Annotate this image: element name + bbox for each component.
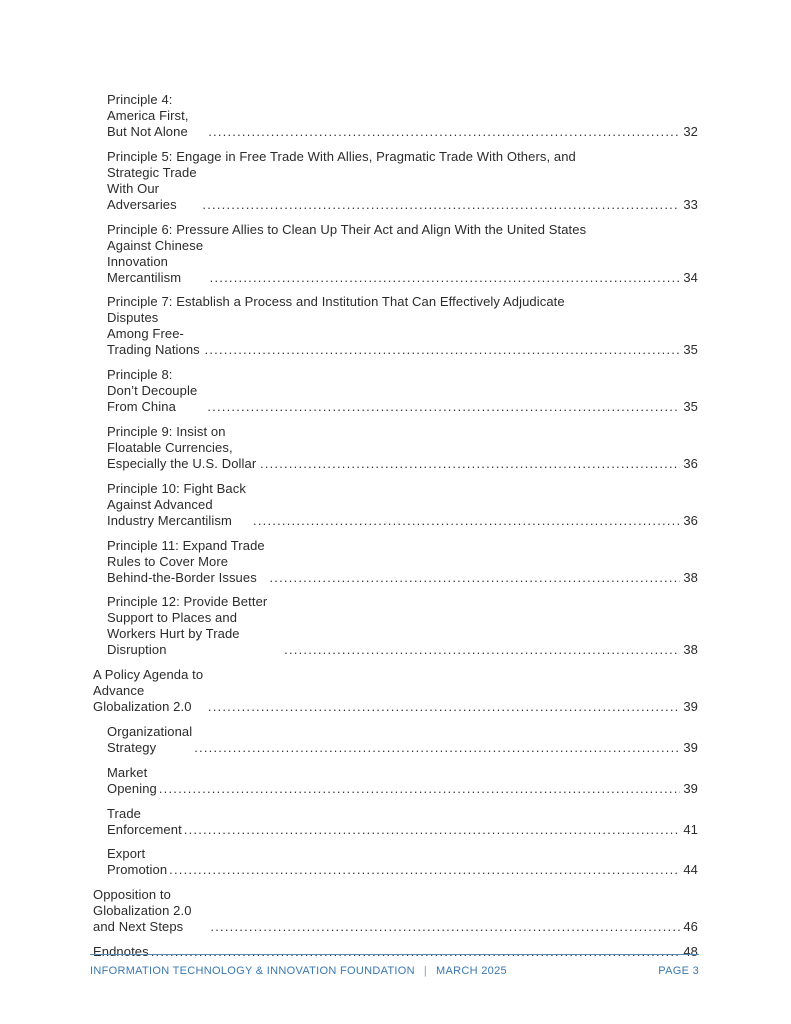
table-of-contents — [93, 92, 698, 969]
footer-page-number: PAGE 3 — [658, 965, 699, 977]
toc-leader-dots — [205, 342, 681, 358]
toc-leader-dots — [260, 456, 680, 472]
toc-entry-title: A Policy Agenda to Advance Globalization 2.0 — [93, 667, 204, 715]
toc-leader-dots — [194, 740, 680, 756]
toc-page-number: 41 — [683, 821, 698, 837]
toc-entry-title: Principle 7: Establish a Process and Institution That Can Effectively Adjudicate — [107, 294, 565, 310]
toc-entry-title: Export Promotion — [107, 846, 168, 878]
toc-page-number: 32 — [683, 124, 698, 139]
toc-page-number: 39 — [683, 780, 698, 796]
toc-entry[interactable] — [93, 724, 698, 756]
toc-page-number: 35 — [683, 342, 698, 358]
toc-entry[interactable] — [93, 538, 698, 586]
toc-entry[interactable] — [93, 481, 698, 529]
toc-entry-title: Principle 12: Provide Better Support to Places and Workers Hurt by Trade Disruption — [107, 594, 268, 658]
toc-entry[interactable] — [93, 367, 698, 415]
toc-leader-dots — [284, 642, 680, 658]
toc-entry[interactable] — [93, 667, 698, 715]
toc-entry-title: Principle 8: Don’t Decouple From China — [107, 367, 198, 415]
toc-leader-dots — [207, 399, 680, 415]
toc-page-number: 36 — [683, 455, 698, 471]
toc-page-number: 38 — [683, 642, 698, 658]
toc-entry[interactable] — [93, 887, 698, 935]
toc-entry-title: Disputes Among Free-Trading Nations — [107, 310, 200, 358]
toc-entry-title: Market Opening — [107, 764, 157, 796]
toc-entry[interactable] — [93, 594, 698, 658]
footer-separator: | — [423, 965, 428, 977]
toc-leader-dots — [169, 862, 680, 878]
toc-entry-title: Against Chinese Innovation Mercantilism — [107, 237, 204, 285]
toc-page-number: 33 — [683, 196, 698, 212]
toc-entry[interactable] — [93, 846, 698, 878]
toc-entry-title: Endnotes — [93, 943, 149, 959]
toc-leader-dots — [208, 124, 680, 140]
toc-entry-title: Strategic Trade With Our Adversaries — [107, 164, 197, 212]
toc-entry-title: Opposition to Globalization 2.0 and Next Steps — [93, 887, 192, 935]
toc-leader-dots — [210, 270, 681, 286]
page-footer — [90, 954, 699, 977]
toc-page-number: 39 — [683, 739, 698, 755]
toc-entry-title: Principle 9: Insist on Floatable Currencies, Especially the U.S. Dollar — [107, 423, 257, 471]
toc-page-number: 35 — [683, 399, 698, 415]
toc-leader-dots — [184, 822, 681, 838]
toc-entry[interactable] — [93, 806, 698, 838]
toc-leader-dots — [269, 570, 680, 586]
toc-entry[interactable] — [93, 765, 698, 797]
toc-entry[interactable] — [93, 294, 698, 358]
toc-page-number: 36 — [683, 512, 698, 528]
toc-page-number: 39 — [683, 699, 698, 715]
toc-entry-title: Trade Enforcement — [107, 805, 182, 837]
toc-entry[interactable] — [93, 92, 698, 140]
toc-leader-dots — [202, 197, 680, 213]
footer-date: MARCH 2025 — [436, 965, 507, 977]
toc-entry-title: Principle 4: America First, But Not Alone — [107, 92, 189, 139]
toc-entry-title: Principle 10: Fight Back Against Advanced Industry Mercantilism — [107, 480, 246, 528]
footer-org: INFORMATION TECHNOLOGY & INNOVATION FOUNDATION — [90, 965, 415, 977]
toc-leader-dots — [210, 919, 680, 935]
toc-entry-title: Principle 11: Expand Trade Rules to Cover More Behind-the-Border Issues — [107, 537, 265, 585]
toc-page-number: 34 — [683, 269, 698, 285]
toc-leader-dots — [253, 513, 680, 529]
toc-leader-dots — [159, 781, 680, 797]
toc-page-number: 48 — [683, 943, 698, 959]
toc-entry-title: Principle 6: Pressure Allies to Clean Up Their Act and Align With the United States — [107, 221, 587, 237]
toc-entry-title: Principle 5: Engage in Free Trade With Allies, Pragmatic Trade With Others, and — [107, 148, 576, 164]
footer-left — [90, 965, 507, 977]
toc-entry[interactable] — [93, 424, 698, 472]
toc-page-number: 46 — [683, 919, 698, 935]
toc-entry[interactable] — [93, 222, 698, 286]
toc-entry-title: Organizational Strategy — [107, 723, 193, 755]
toc-leader-dots — [208, 699, 680, 715]
toc-page-number: 38 — [683, 569, 698, 585]
toc-entry[interactable] — [93, 149, 698, 213]
toc-page-number: 44 — [683, 862, 698, 878]
